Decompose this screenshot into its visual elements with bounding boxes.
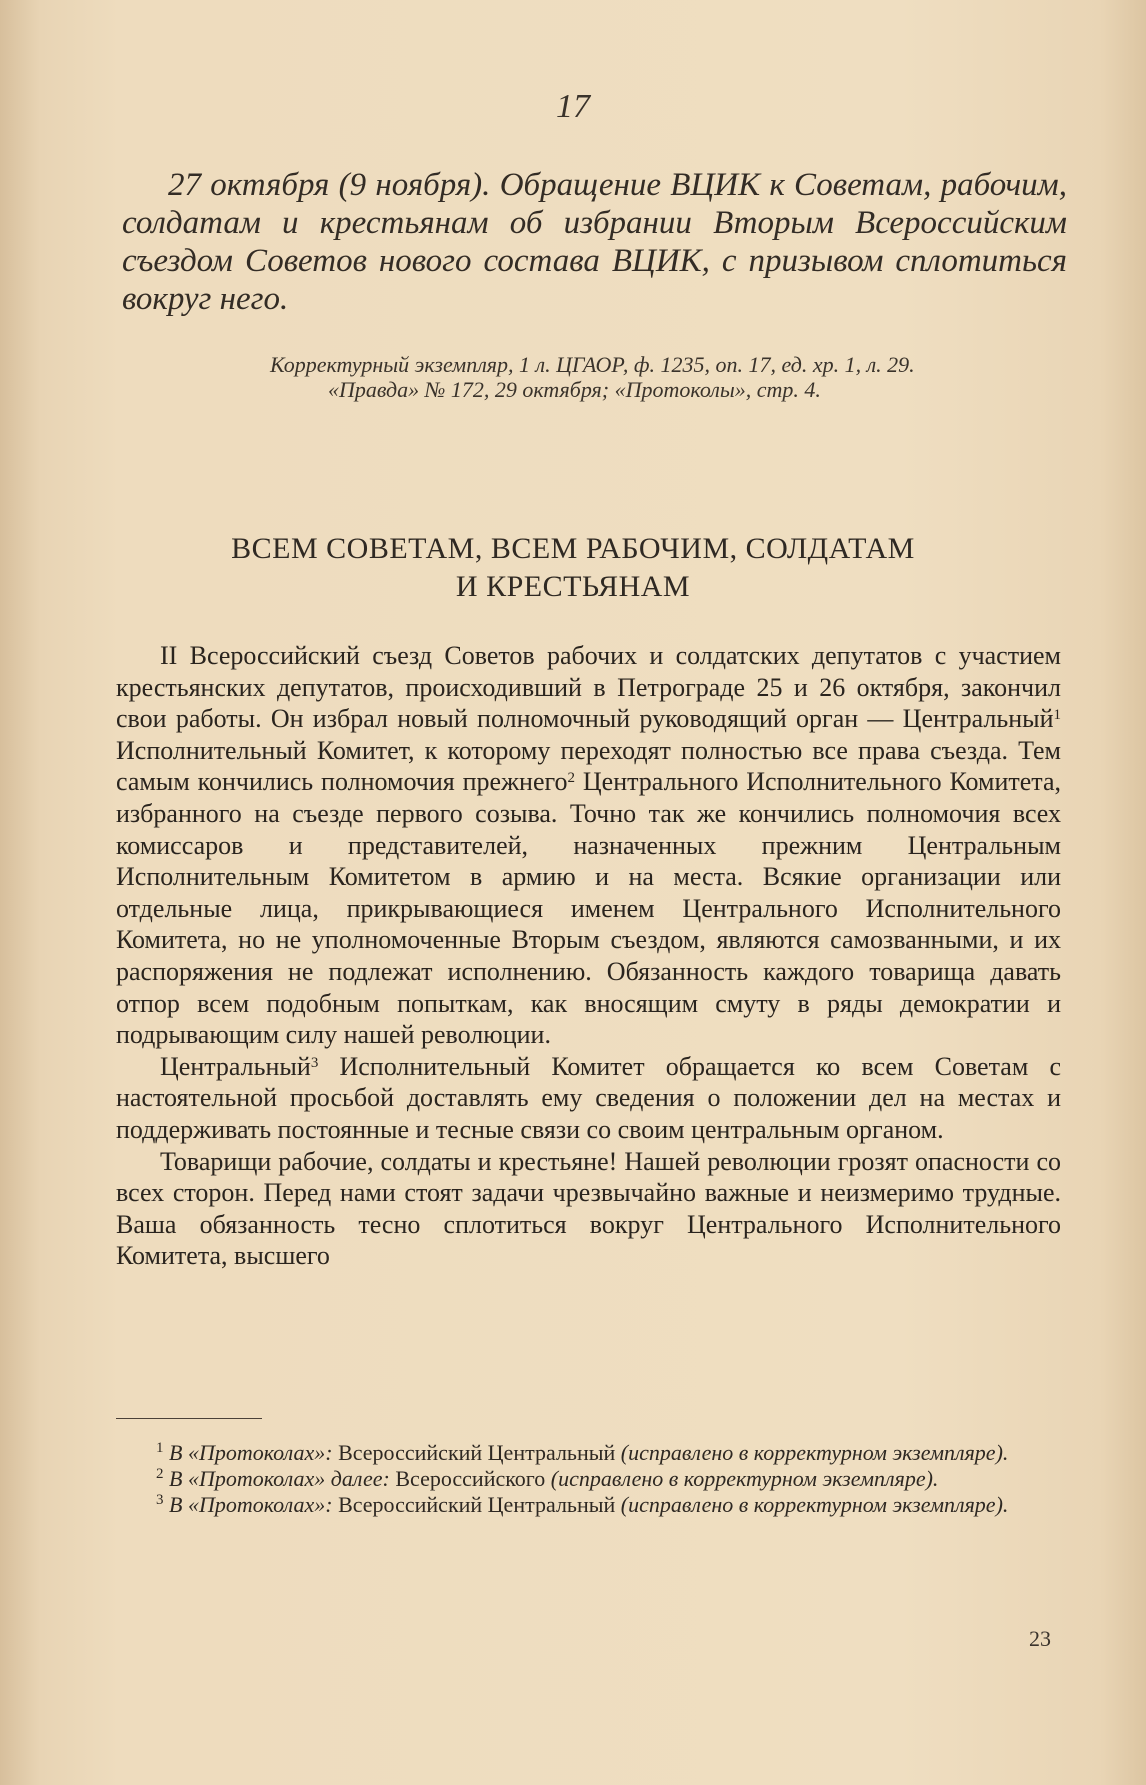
footnote-divider [116,1418,262,1419]
footnote-2 [116,1466,1061,1491]
footnote-ref-2: 2 [567,770,576,787]
source-line-archive: Корректурный экземпляр, 1 л. ЦГАОР, ф. 1235, оп. 17, ед. хр. 1, л. 29. [270,352,915,377]
footnotes [116,1440,1061,1518]
footnote-2-source: В «Протоколах» далее: [169,1466,390,1491]
paragraph-2-text-a: Центральный [160,1051,311,1081]
source-line-publications: «Правда» № 172, 29 октября; «Протоколы», стр. 4. [328,377,821,402]
paragraph-1 [116,640,1061,1051]
archival-sources [270,352,1060,402]
paragraph-1-text-c: Центрального Исполнительного Комитета, избранного на съезде первого созыва. Точно так же кончились полномочия всех комиссаров и представителей, назначенных прежним Центральным Исполнительным Комитетом в армию и на места. Всякие организации или отдельные лица, прикрывающиеся именем Центрального Исполнительного Комитета, но не уполномоченные Вторым съездом, являются самозванными, и их распоряжения не подлежат исполнению. Обязанность каждого товарища давать отпор всем подобным попыткам, как вносящим смуту в ряды демократии и подрывающим силу нашей революции. [116,767,1062,1050]
paragraph-2 [116,1051,1061,1146]
footnote-3 [116,1492,1061,1517]
document-heading: 27 октября (9 ноября). Обращение ВЦИК к Советам, рабочим, солдатам и крестьянам об избрании Вторым Всероссийским съездом Советов нового состава ВЦИК, с призывом сплотиться вокруг него. [122,167,1067,317]
page-number: 23 [1029,1626,1051,1651]
paragraph-1-text-a: II Всероссийский съезд Советов рабочих и солдатских депутатов с участием крестьянских депутатов, происходивший в Петрограде 25 и 26 октября, закончил свои работы. Он избрал новый полномочный руководящий орган — Центральный [116,641,1061,734]
footnote-3-mark: 3 [156,1492,164,1508]
footnote-2-mark: 2 [156,1466,164,1482]
footnote-2-text: Всероссийского [389,1466,551,1491]
footnote-1-source: В «Протоколах»: [169,1440,333,1465]
footnote-3-text: Всероссийский Центральный [332,1492,621,1517]
footnote-1-text: Всероссийский Центральный [332,1440,621,1465]
footnote-ref-1: 1 [1053,707,1061,724]
footnote-3-source: В «Протоколах»: [169,1492,333,1517]
appeal-title-line-1: ВСЕМ СОВЕТАМ, ВСЕМ РАБОЧИМ, СОЛДАТАМ [231,532,915,565]
footnote-2-note: (исправлено в корректурном экземпляре). [550,1466,939,1491]
document-number: 17 [556,88,590,125]
footnote-ref-3: 3 [310,1054,319,1071]
appeal-body [116,640,1061,1272]
footnote-1-mark: 1 [156,1440,164,1456]
footnote-1 [116,1440,1061,1465]
appeal-title-line-2: И КРЕСТЬЯНАМ [455,570,691,603]
paragraph-2-text-b: Исполнительный Комитет обращается ко всем Советам с настоятельной просьбой доставлять ему сведения о положении дел на местах и поддерживать постоянные и тесные связи со своим центральным органом. [116,1051,1061,1144]
footnote-1-note: (исправлено в корректурном экземпляре). [620,1440,1009,1465]
footnote-3-note: (исправлено в корректурном экземпляре). [620,1492,1009,1517]
appeal-title [0,530,1146,606]
paragraph-1-text-b: Исполнительный Комитет, к которому переходят полностью все права съезда. Тем самым кончились полномочия прежнего [116,735,1061,797]
paragraph-3: Товарищи рабочие, солдаты и крестьяне! Нашей революции грозят опасности со всех сторон. Перед нами стоят задачи чрезвычайно важные и неизмеримо трудные. Ваша обязанность тесно сплотиться вокруг Центрального Исполнительного Комитета, высшего [116,1146,1061,1271]
